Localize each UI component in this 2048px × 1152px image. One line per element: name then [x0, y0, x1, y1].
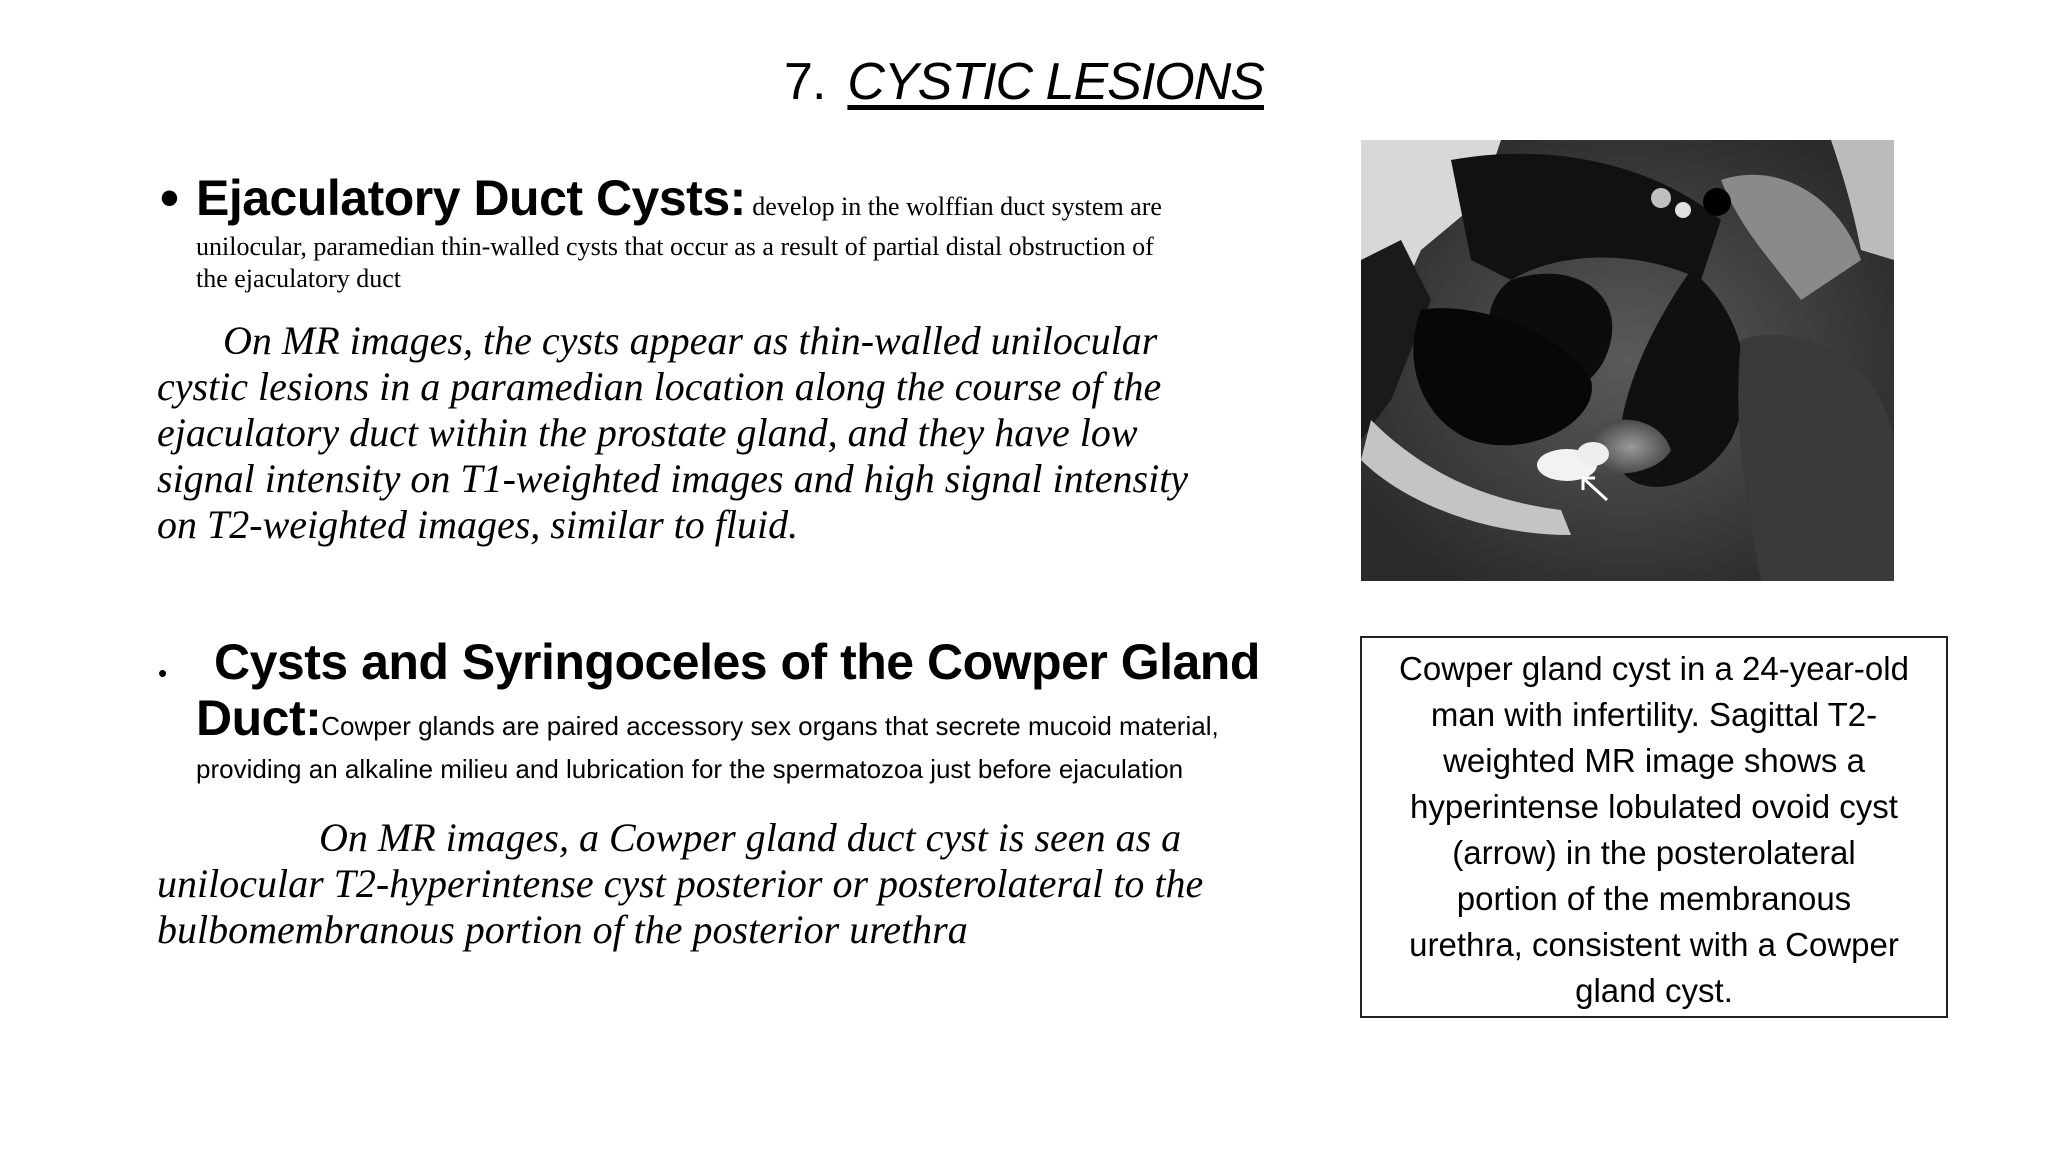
sagittal-t2-mr-image: [1361, 140, 1894, 581]
figure-caption: [1360, 636, 1948, 1018]
caption-line: (arrow) in the posterolateral: [1452, 834, 1856, 871]
slide-title: [0, 52, 2048, 112]
section1-intro-line2: unilocular, paramedian thin-walled cysts that occur as a result of partial distal obstruction of: [196, 232, 1154, 261]
bullet-dot: •: [158, 658, 168, 688]
section2-heading-row: [196, 688, 1219, 748]
section1-intro-line1: develop in the wolffian duct system are: [745, 192, 1162, 221]
section2-mr-paragraph: [157, 815, 1317, 953]
bullet-dot: •: [160, 168, 179, 228]
caption-line: man with infertility. Sagittal T2-: [1430, 696, 1878, 733]
caption-line: gland cyst.: [1575, 972, 1733, 1009]
section2-mr-line3: bulbomembranous portion of the posterior urethra: [157, 907, 968, 952]
section1-mr-line1: On MR images, the cysts appear as thin-walled unilocular: [223, 318, 1158, 363]
slide-title-number: 7.: [784, 53, 826, 111]
caption-line: Cowper gland cyst in a 24-year-old: [1399, 650, 1909, 687]
section2-intro-line1: Cowper glands are paired accessory sex organs that secrete mucoid material,: [321, 711, 1219, 741]
section1-mr-line2: cystic lesions in a paramedian location along the course of the: [157, 364, 1162, 409]
section1-mr-line5: on T2-weighted images, similar to fluid.: [157, 502, 799, 547]
mr-image-graphic: [1361, 140, 1894, 581]
section2-mr-line1: On MR images, a Cowper gland duct cyst is seen as a: [319, 815, 1182, 860]
section1-mr-line3: ejaculatory duct within the prostate gland, and they have low: [157, 410, 1138, 455]
section2-mr-line2: unilocular T2-hyperintense cyst posterior or posterolateral to the: [157, 861, 1204, 906]
section1-mr-line4: signal intensity on T1-weighted images and high signal intensity: [157, 456, 1189, 501]
caption-line: hyperintense lobulated ovoid cyst: [1410, 788, 1898, 825]
section1-intro-continued: [196, 231, 1326, 295]
caption-line: urethra, consistent with a Cowper: [1409, 926, 1899, 963]
section1-intro-line3: the ejaculatory duct: [196, 264, 402, 293]
section2-heading-line1: Cysts and Syringoceles of the Cowper Gland: [214, 634, 1260, 690]
caption-line: portion of the membranous: [1456, 880, 1852, 917]
slide-title-text: CYSTIC LESIONS: [847, 53, 1264, 111]
section1-heading: Ejaculatory Duct Cysts:: [196, 170, 746, 226]
section1-heading-line: [196, 168, 1326, 228]
caption-line: weighted MR image shows a: [1443, 742, 1865, 779]
section1-mr-paragraph: [157, 318, 1287, 548]
section2-intro-line2: providing an alkaline milieu and lubrication for the spermatozoa just before ejaculation: [196, 754, 1184, 784]
section2-heading-line2: Duct:: [196, 690, 322, 746]
